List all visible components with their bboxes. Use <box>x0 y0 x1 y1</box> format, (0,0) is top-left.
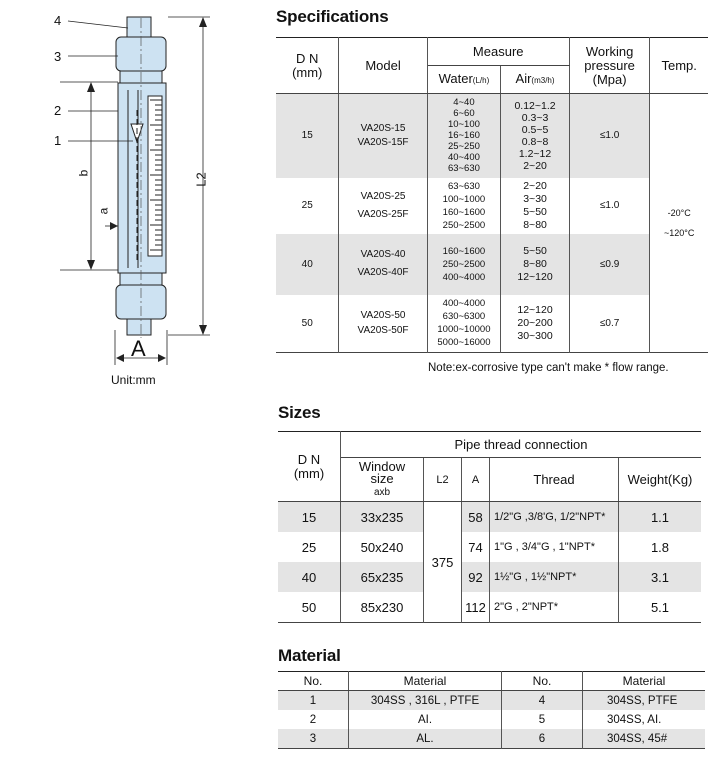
sizes-row: 50 85x230 112 2"G , 2"NPT* 5.1 <box>278 592 701 623</box>
sizes-row: 25 50x240 74 1"G , 3/4"G , 1"NPT* 1.8 <box>278 532 701 562</box>
sizes-row: 15 33x235 375 58 1/2"G ,3/8'G, 1/2"NPT* 1.1 <box>278 502 701 533</box>
material-title: Material <box>278 646 341 665</box>
sizes-header-thread: Thread <box>490 458 619 502</box>
unit-label: Unit:mm <box>111 373 156 387</box>
material-table <box>278 671 705 749</box>
flowmeter-drawing <box>0 0 260 400</box>
mat-header-material-2: Material <box>583 672 706 691</box>
mat-header-material-1: Material <box>349 672 502 691</box>
material-row: 3 AL. 6 304SS, 45# <box>278 729 705 749</box>
dim-A-label: A <box>131 336 146 361</box>
sizes-header-l2: L2 <box>424 458 462 502</box>
spec-row: 25 VA20S-25 VA20S-25F 63~630 100~1000 160~1600 250~2500 2~20 3~30 5~50 8~80 ≤1.0 <box>276 178 708 234</box>
callout-3: 3 <box>54 49 62 64</box>
spec-note: Note:ex-corrosive type can't make * flow range. <box>428 362 669 374</box>
mat-header-no-1: No. <box>278 672 349 691</box>
dim-a-label: a <box>96 207 111 215</box>
sizes-header-a: A <box>462 458 490 502</box>
specifications-title: Specifications <box>276 7 389 26</box>
sizes-header-pipe: Pipe thread connection <box>341 432 702 458</box>
header-dn: D N (mm) <box>276 38 339 94</box>
top-nozzle <box>127 17 151 37</box>
dim-l2-label: L2 <box>193 172 209 187</box>
mat-header-no-2: No. <box>502 672 583 691</box>
sizes-header-dn: D N (mm) <box>278 432 341 502</box>
header-air: Air(m3/h) <box>501 66 570 94</box>
material-row: 1 304SS , 316L , PTFE 4 304SS, PTFE <box>278 691 705 711</box>
spec-row: 50 VA20S-50 VA20S-50F 400~4000 630~6300 1000~10000 5000~16000 12~120 20~200 30~300 ≤0.7 <box>276 295 708 353</box>
sizes-row: 40 65x235 92 1½"G , 1½"NPT* 3.1 <box>278 562 701 592</box>
callout-1: 1 <box>54 133 62 148</box>
sizes-title: Sizes <box>278 403 321 422</box>
temp-range: -20°C ~120°C <box>650 94 708 353</box>
callout-2: 2 <box>54 103 62 118</box>
header-measure: Measure <box>427 38 569 66</box>
spec-row: 15 VA20S-15 VA20S-15F 4~40 6~60 10~100 16~160 25~250 40~400 63~630 0.12~1.2 0.3~3 0.5~5 0.8~8 1.2~12 2~20 ≤1.0 -20°C ~120°C <box>276 94 708 178</box>
l2-value: 375 <box>424 502 462 623</box>
callout-4: 4 <box>54 13 62 28</box>
spec-row: 40 VA20S-40 VA20S-40F 160~1600 250~2500 400~4000 5~50 8~80 12~120 ≤0.9 <box>276 234 708 295</box>
header-temp: Temp. <box>650 38 708 94</box>
header-water: Water(L/h) <box>427 66 501 94</box>
sizes-header-weight: Weight(Kg) <box>619 458 702 502</box>
sizes-table <box>278 431 701 623</box>
sizes-header-window: Window size axb <box>341 458 424 502</box>
specifications-table <box>276 37 708 353</box>
header-pressure: Working pressure (Mpa) <box>569 38 650 94</box>
header-model: Model <box>339 38 427 94</box>
material-row: 2 AI. 5 304SS, AI. <box>278 710 705 729</box>
dim-b-label: b <box>76 169 91 177</box>
bottom-nozzle <box>127 319 151 335</box>
